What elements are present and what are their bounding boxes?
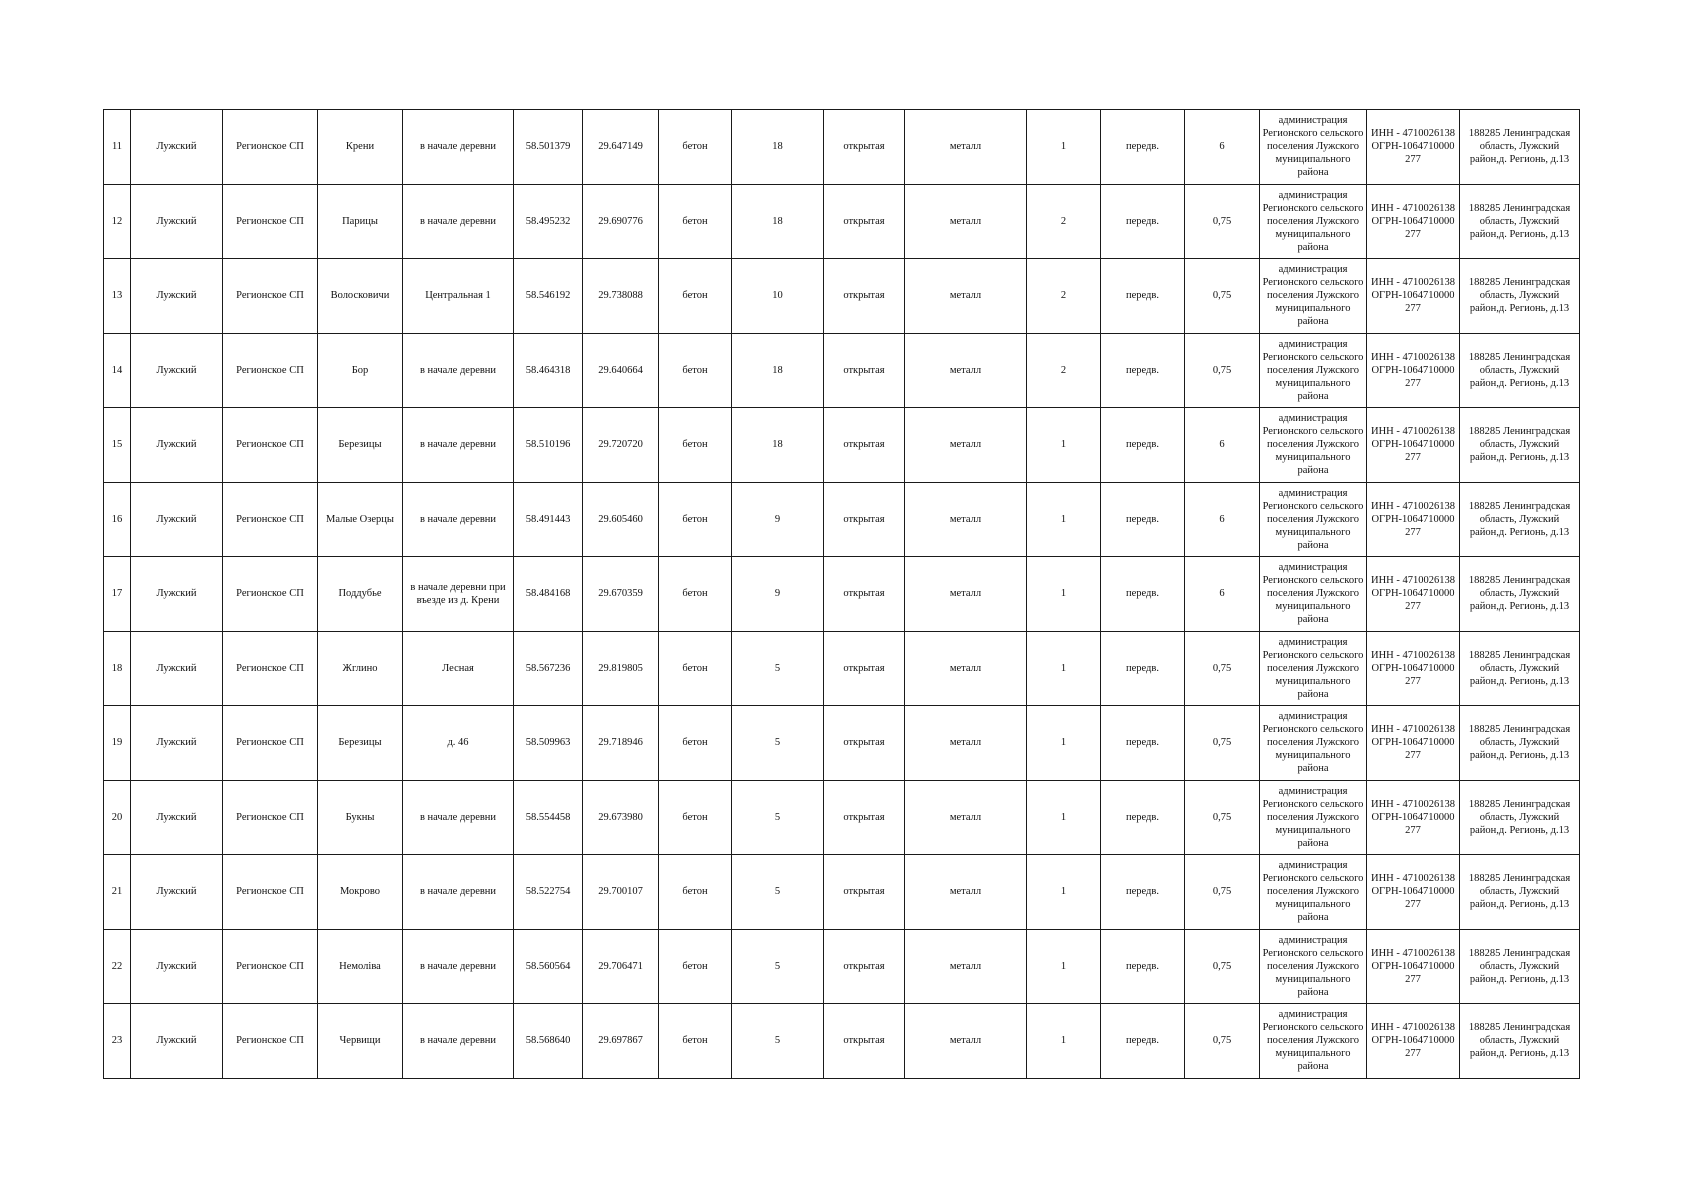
district-cell: Лужский xyxy=(131,482,223,557)
settlement-cell: Регионское СП xyxy=(223,1004,318,1079)
material-cell: металл xyxy=(905,557,1027,632)
settlement-cell: Регионское СП xyxy=(223,184,318,259)
location-cell: д. 46 xyxy=(403,706,514,781)
material-cell: металл xyxy=(905,855,1027,930)
mobility-cell: передв. xyxy=(1101,110,1185,185)
registration-cell: ИНН - 4710026138 ОГРН-1064710000277 xyxy=(1367,855,1460,930)
settlement-cell: Регионское СП xyxy=(223,780,318,855)
row-number-cell: 12 xyxy=(104,184,131,259)
volume-cell: 9 xyxy=(732,482,824,557)
count-cell: 1 xyxy=(1027,855,1101,930)
material-cell: металл xyxy=(905,780,1027,855)
surface-cell: бетон xyxy=(659,855,732,930)
village-cell: Березицы xyxy=(318,706,403,781)
capacity-cell: 0,75 xyxy=(1185,929,1260,1004)
village-cell: Березицы xyxy=(318,408,403,483)
longitude-cell: 29.673980 xyxy=(583,780,659,855)
surface-cell: бетон xyxy=(659,631,732,706)
material-cell: металл xyxy=(905,1004,1027,1079)
settlement-cell: Регионское СП xyxy=(223,929,318,1004)
count-cell: 1 xyxy=(1027,780,1101,855)
mobility-cell: передв. xyxy=(1101,259,1185,334)
district-cell: Лужский xyxy=(131,259,223,334)
material-cell: металл xyxy=(905,929,1027,1004)
village-cell: Мокрово xyxy=(318,855,403,930)
district-cell: Лужский xyxy=(131,929,223,1004)
latitude-cell: 58.501379 xyxy=(514,110,583,185)
row-number-cell: 13 xyxy=(104,259,131,334)
capacity-cell: 0,75 xyxy=(1185,631,1260,706)
surface-cell: бетон xyxy=(659,929,732,1004)
district-cell: Лужский xyxy=(131,110,223,185)
material-cell: металл xyxy=(905,333,1027,408)
address-cell: 188285 Ленинградская область, Лужский район,д. Регионь, д.13 xyxy=(1460,482,1580,557)
count-cell: 1 xyxy=(1027,631,1101,706)
village-cell: Червищи xyxy=(318,1004,403,1079)
surface-cell: бетон xyxy=(659,259,732,334)
surface-cell: бетон xyxy=(659,184,732,259)
type-cell: открытая xyxy=(824,855,905,930)
village-cell: Букны xyxy=(318,780,403,855)
settlement-cell: Регионское СП xyxy=(223,855,318,930)
table-row xyxy=(104,333,1580,408)
village-cell: Волосковичи xyxy=(318,259,403,334)
mobility-cell: передв. xyxy=(1101,780,1185,855)
registration-cell: ИНН - 4710026138 ОГРН-1064710000277 xyxy=(1367,408,1460,483)
address-cell: 188285 Ленинградская область, Лужский район,д. Регионь, д.13 xyxy=(1460,184,1580,259)
count-cell: 1 xyxy=(1027,706,1101,781)
row-number-cell: 19 xyxy=(104,706,131,781)
longitude-cell: 29.697867 xyxy=(583,1004,659,1079)
registration-cell: ИНН - 4710026138 ОГРН-1064710000277 xyxy=(1367,706,1460,781)
mobility-cell: передв. xyxy=(1101,482,1185,557)
table-row xyxy=(104,408,1580,483)
address-cell: 188285 Ленинградская область, Лужский район,д. Регионь, д.13 xyxy=(1460,1004,1580,1079)
mobility-cell: передв. xyxy=(1101,929,1185,1004)
district-cell: Лужский xyxy=(131,408,223,483)
registration-cell: ИНН - 4710026138 ОГРН-1064710000277 xyxy=(1367,482,1460,557)
volume-cell: 18 xyxy=(732,408,824,483)
latitude-cell: 58.510196 xyxy=(514,408,583,483)
capacity-cell: 0,75 xyxy=(1185,259,1260,334)
district-cell: Лужский xyxy=(131,333,223,408)
location-cell: в начале деревни xyxy=(403,855,514,930)
owner-cell: администрация Регионского сельского поселения Лужского муниципального района xyxy=(1260,482,1367,557)
capacity-cell: 0,75 xyxy=(1185,706,1260,781)
settlement-cell: Регионское СП xyxy=(223,482,318,557)
owner-cell: администрация Регионского сельского поселения Лужского муниципального района xyxy=(1260,408,1367,483)
address-cell: 188285 Ленинградская область, Лужский район,д. Регионь, д.13 xyxy=(1460,259,1580,334)
settlement-cell: Регионское СП xyxy=(223,408,318,483)
owner-cell: администрация Регионского сельского поселения Лужского муниципального района xyxy=(1260,333,1367,408)
type-cell: открытая xyxy=(824,631,905,706)
type-cell: открытая xyxy=(824,929,905,1004)
latitude-cell: 58.464318 xyxy=(514,333,583,408)
latitude-cell: 58.491443 xyxy=(514,482,583,557)
type-cell: открытая xyxy=(824,557,905,632)
row-number-cell: 14 xyxy=(104,333,131,408)
address-cell: 188285 Ленинградская область, Лужский район,д. Регионь, д.13 xyxy=(1460,631,1580,706)
capacity-cell: 0,75 xyxy=(1185,780,1260,855)
address-cell: 188285 Ленинградская область, Лужский район,д. Регионь, д.13 xyxy=(1460,408,1580,483)
registration-cell: ИНН - 4710026138 ОГРН-1064710000277 xyxy=(1367,259,1460,334)
owner-cell: администрация Регионского сельского поселения Лужского муниципального района xyxy=(1260,780,1367,855)
mobility-cell: передв. xyxy=(1101,408,1185,483)
settlement-cell: Регионское СП xyxy=(223,333,318,408)
village-cell: Малые Озерцы xyxy=(318,482,403,557)
volume-cell: 5 xyxy=(732,706,824,781)
volume-cell: 5 xyxy=(732,1004,824,1079)
district-cell: Лужский xyxy=(131,184,223,259)
surface-cell: бетон xyxy=(659,333,732,408)
material-cell: металл xyxy=(905,259,1027,334)
latitude-cell: 58.522754 xyxy=(514,855,583,930)
capacity-cell: 6 xyxy=(1185,110,1260,185)
registration-cell: ИНН - 4710026138 ОГРН-1064710000277 xyxy=(1367,631,1460,706)
table-row xyxy=(104,557,1580,632)
address-cell: 188285 Ленинградская область, Лужский район,д. Регионь, д.13 xyxy=(1460,780,1580,855)
owner-cell: администрация Регионского сельского поселения Лужского муниципального района xyxy=(1260,1004,1367,1079)
type-cell: открытая xyxy=(824,408,905,483)
registration-cell: ИНН - 4710026138 ОГРН-1064710000277 xyxy=(1367,184,1460,259)
mobility-cell: передв. xyxy=(1101,855,1185,930)
material-cell: металл xyxy=(905,110,1027,185)
settlement-cell: Регионское СП xyxy=(223,557,318,632)
village-cell: Жглино xyxy=(318,631,403,706)
latitude-cell: 58.567236 xyxy=(514,631,583,706)
volume-cell: 18 xyxy=(732,110,824,185)
location-cell: в начале деревни xyxy=(403,110,514,185)
longitude-cell: 29.690776 xyxy=(583,184,659,259)
address-cell: 188285 Ленинградская область, Лужский район,д. Регионь, д.13 xyxy=(1460,706,1580,781)
longitude-cell: 29.718946 xyxy=(583,706,659,781)
mobility-cell: передв. xyxy=(1101,557,1185,632)
district-cell: Лужский xyxy=(131,631,223,706)
row-number-cell: 11 xyxy=(104,110,131,185)
owner-cell: администрация Регионского сельского поселения Лужского муниципального района xyxy=(1260,110,1367,185)
material-cell: металл xyxy=(905,482,1027,557)
capacity-cell: 6 xyxy=(1185,408,1260,483)
table-row xyxy=(104,259,1580,334)
data-table xyxy=(103,109,1580,1079)
row-number-cell: 17 xyxy=(104,557,131,632)
latitude-cell: 58.554458 xyxy=(514,780,583,855)
surface-cell: бетон xyxy=(659,110,732,185)
location-cell: в начале деревни при въезде из д. Крени xyxy=(403,557,514,632)
longitude-cell: 29.640664 xyxy=(583,333,659,408)
registration-cell: ИНН - 4710026138 ОГРН-1064710000277 xyxy=(1367,557,1460,632)
count-cell: 1 xyxy=(1027,482,1101,557)
latitude-cell: 58.495232 xyxy=(514,184,583,259)
district-cell: Лужский xyxy=(131,706,223,781)
address-cell: 188285 Ленинградская область, Лужский район,д. Регионь, д.13 xyxy=(1460,855,1580,930)
type-cell: открытая xyxy=(824,780,905,855)
table-row xyxy=(104,780,1580,855)
type-cell: открытая xyxy=(824,110,905,185)
surface-cell: бетон xyxy=(659,557,732,632)
owner-cell: администрация Регионского сельского поселения Лужского муниципального района xyxy=(1260,706,1367,781)
village-cell: Крени xyxy=(318,110,403,185)
settlement-cell: Регионское СП xyxy=(223,259,318,334)
count-cell: 1 xyxy=(1027,408,1101,483)
latitude-cell: 58.484168 xyxy=(514,557,583,632)
location-cell: Лесная xyxy=(403,631,514,706)
surface-cell: бетон xyxy=(659,1004,732,1079)
owner-cell: администрация Регионского сельского поселения Лужского муниципального района xyxy=(1260,259,1367,334)
district-cell: Лужский xyxy=(131,780,223,855)
capacity-cell: 6 xyxy=(1185,557,1260,632)
village-cell: Поддубье xyxy=(318,557,403,632)
count-cell: 2 xyxy=(1027,259,1101,334)
location-cell: в начале деревни xyxy=(403,184,514,259)
district-cell: Лужский xyxy=(131,557,223,632)
village-cell: Парицы xyxy=(318,184,403,259)
table-row xyxy=(104,110,1580,185)
table-row xyxy=(104,855,1580,930)
mobility-cell: передв. xyxy=(1101,333,1185,408)
volume-cell: 5 xyxy=(732,855,824,930)
longitude-cell: 29.700107 xyxy=(583,855,659,930)
mobility-cell: передв. xyxy=(1101,631,1185,706)
surface-cell: бетон xyxy=(659,482,732,557)
count-cell: 1 xyxy=(1027,557,1101,632)
type-cell: открытая xyxy=(824,482,905,557)
table-row xyxy=(104,184,1580,259)
volume-cell: 5 xyxy=(732,631,824,706)
surface-cell: бетон xyxy=(659,780,732,855)
capacity-cell: 6 xyxy=(1185,482,1260,557)
location-cell: Центральная 1 xyxy=(403,259,514,334)
volume-cell: 5 xyxy=(732,780,824,855)
capacity-cell: 0,75 xyxy=(1185,1004,1260,1079)
count-cell: 2 xyxy=(1027,184,1101,259)
volume-cell: 9 xyxy=(732,557,824,632)
table-row xyxy=(104,482,1580,557)
capacity-cell: 0,75 xyxy=(1185,333,1260,408)
row-number-cell: 22 xyxy=(104,929,131,1004)
latitude-cell: 58.509963 xyxy=(514,706,583,781)
settlement-cell: Регионское СП xyxy=(223,706,318,781)
row-number-cell: 18 xyxy=(104,631,131,706)
volume-cell: 10 xyxy=(732,259,824,334)
longitude-cell: 29.720720 xyxy=(583,408,659,483)
table-row xyxy=(104,1004,1580,1079)
type-cell: открытая xyxy=(824,706,905,781)
type-cell: открытая xyxy=(824,1004,905,1079)
mobility-cell: передв. xyxy=(1101,706,1185,781)
volume-cell: 5 xyxy=(732,929,824,1004)
material-cell: металл xyxy=(905,184,1027,259)
location-cell: в начале деревни xyxy=(403,780,514,855)
surface-cell: бетон xyxy=(659,706,732,781)
registration-cell: ИНН - 4710026138 ОГРН-1064710000277 xyxy=(1367,780,1460,855)
row-number-cell: 15 xyxy=(104,408,131,483)
count-cell: 1 xyxy=(1027,110,1101,185)
longitude-cell: 29.670359 xyxy=(583,557,659,632)
owner-cell: администрация Регионского сельского поселения Лужского муниципального района xyxy=(1260,184,1367,259)
location-cell: в начале деревни xyxy=(403,929,514,1004)
latitude-cell: 58.568640 xyxy=(514,1004,583,1079)
address-cell: 188285 Ленинградская область, Лужский район,д. Регионь, д.13 xyxy=(1460,110,1580,185)
table-body xyxy=(104,110,1580,1079)
location-cell: в начале деревни xyxy=(403,1004,514,1079)
registration-cell: ИНН - 4710026138 ОГРН-1064710000277 xyxy=(1367,929,1460,1004)
type-cell: открытая xyxy=(824,259,905,334)
table-row xyxy=(104,706,1580,781)
row-number-cell: 20 xyxy=(104,780,131,855)
address-cell: 188285 Ленинградская область, Лужский район,д. Регионь, д.13 xyxy=(1460,333,1580,408)
registration-cell: ИНН - 4710026138 ОГРН-1064710000277 xyxy=(1367,1004,1460,1079)
table-row xyxy=(104,631,1580,706)
longitude-cell: 29.738088 xyxy=(583,259,659,334)
registration-cell: ИНН - 4710026138 ОГРН-1064710000277 xyxy=(1367,110,1460,185)
district-cell: Лужский xyxy=(131,855,223,930)
capacity-cell: 0,75 xyxy=(1185,184,1260,259)
address-cell: 188285 Ленинградская область, Лужский район,д. Регионь, д.13 xyxy=(1460,929,1580,1004)
settlement-cell: Регионское СП xyxy=(223,631,318,706)
owner-cell: администрация Регионского сельского поселения Лужского муниципального района xyxy=(1260,855,1367,930)
row-number-cell: 16 xyxy=(104,482,131,557)
owner-cell: администрация Регионского сельского поселения Лужского муниципального района xyxy=(1260,929,1367,1004)
material-cell: металл xyxy=(905,408,1027,483)
district-cell: Лужский xyxy=(131,1004,223,1079)
capacity-cell: 0,75 xyxy=(1185,855,1260,930)
location-cell: в начале деревни xyxy=(403,333,514,408)
location-cell: в начале деревни xyxy=(403,408,514,483)
mobility-cell: передв. xyxy=(1101,184,1185,259)
volume-cell: 18 xyxy=(732,333,824,408)
registration-cell: ИНН - 4710026138 ОГРН-1064710000277 xyxy=(1367,333,1460,408)
location-cell: в начале деревни xyxy=(403,482,514,557)
longitude-cell: 29.706471 xyxy=(583,929,659,1004)
village-cell: Немоліва xyxy=(318,929,403,1004)
type-cell: открытая xyxy=(824,184,905,259)
village-cell: Бор xyxy=(318,333,403,408)
type-cell: открытая xyxy=(824,333,905,408)
volume-cell: 18 xyxy=(732,184,824,259)
row-number-cell: 23 xyxy=(104,1004,131,1079)
count-cell: 1 xyxy=(1027,1004,1101,1079)
surface-cell: бетон xyxy=(659,408,732,483)
material-cell: металл xyxy=(905,706,1027,781)
latitude-cell: 58.546192 xyxy=(514,259,583,334)
table-row xyxy=(104,929,1580,1004)
count-cell: 2 xyxy=(1027,333,1101,408)
latitude-cell: 58.560564 xyxy=(514,929,583,1004)
longitude-cell: 29.605460 xyxy=(583,482,659,557)
material-cell: металл xyxy=(905,631,1027,706)
owner-cell: администрация Регионского сельского поселения Лужского муниципального района xyxy=(1260,631,1367,706)
longitude-cell: 29.647149 xyxy=(583,110,659,185)
count-cell: 1 xyxy=(1027,929,1101,1004)
owner-cell: администрация Регионского сельского поселения Лужского муниципального района xyxy=(1260,557,1367,632)
mobility-cell: передв. xyxy=(1101,1004,1185,1079)
address-cell: 188285 Ленинградская область, Лужский район,д. Регионь, д.13 xyxy=(1460,557,1580,632)
row-number-cell: 21 xyxy=(104,855,131,930)
longitude-cell: 29.819805 xyxy=(583,631,659,706)
settlement-cell: Регионское СП xyxy=(223,110,318,185)
